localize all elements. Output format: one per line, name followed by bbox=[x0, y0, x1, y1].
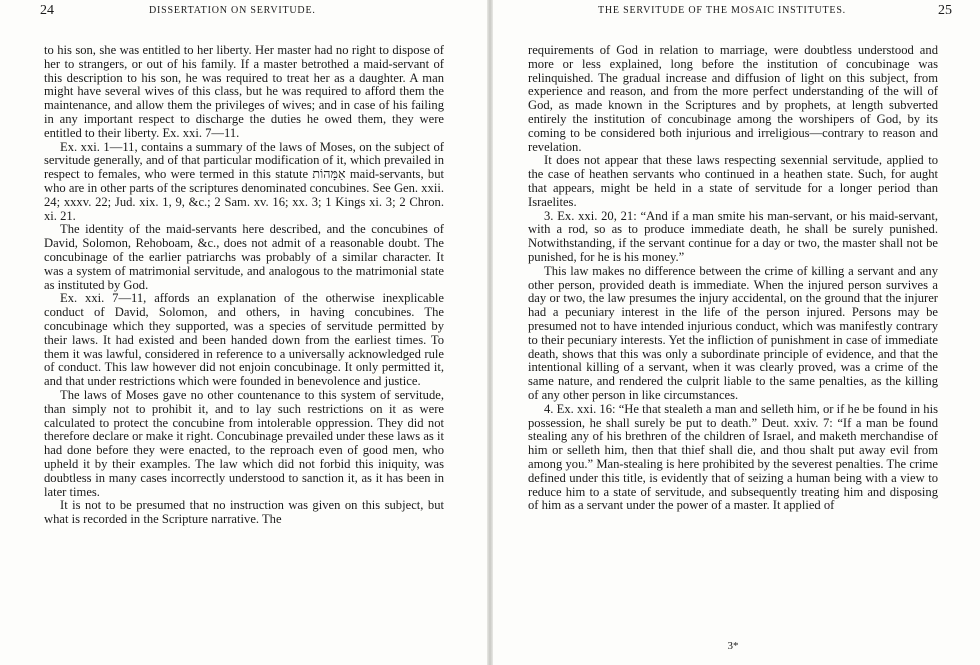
paragraph: Ex. xxi. 1—11, contains a summary of the laws of Moses, on the subject of servitude generally, and of that particular modification of it, which prevailed in respect to females, who were termed in this statute אַמָּהוֹת maid-servants, but who are in other parts of the scriptures denominated concubines. See Gen. xxii. 24; xxxv. 22; Jud. xix. 1, 9, &c.; 2 Sam. xv. 16; xx. 3; 1 Kings xi. 3; 2 Chron. xi. 21. bbox=[44, 139, 444, 223]
page-header bbox=[562, 5, 952, 25]
paragraph: requirements of God in relation to marriage, were doubtless understood and more or less explained, long before the institution of concubinage was relinquished. The gradual increase and diffusion of light on this subject, from experience and reason, and from the more perfect understanding of the will of God, as made known in the Scriptures and by prophets, at length subverted entirely the institution of concubinage among the worshipers of God, by its coming to be considered both injurious and irreligious—contrary to reason and revelation. bbox=[528, 43, 938, 154]
signature-mark: 3* bbox=[727, 640, 739, 652]
left-page bbox=[0, 0, 488, 665]
paragraph: Ex. xxi. 7—11, affords an explanation of the otherwise inexplicable conduct of David, Solomon, and others, in having concubines. The concubinage which they supported, was a species of servitude permitted by their laws. It had existed and been handed down from the earliest times. To them it was lawful, considered in reference to a universally acknowledged rule of conduct. This law however did not enjoin concubinage. It only permitted it, and that under restrictions which were founded in benevolence and justice. bbox=[44, 291, 444, 389]
paragraph: to his son, she was entitled to her liberty. Her master had no right to dispose of her to strangers, or out of his family. If a master betrothed a maid-servant of this description to his son, he was required to treat her as a daughter. A man might have several wives of this class, but he was required to afford them the maintenance, and allow them the privileges of wives; and in case of his failing in any important respect to discharge the duties he owed them, they were entitled to their liberty. Ex. xxi. 7—11. bbox=[44, 43, 444, 140]
page-body bbox=[528, 43, 938, 652]
paragraph: This law makes no difference between the crime of killing a servant and any other person, provided death is immediate. When the injured person survives a day or two, the law presumes the injury accidental, on the ground that the injurer had a pecuniary interest in the life of the person injured. Persons may be presumed not to have intended injurious conduct, which was manifestly contrary to their pecuniary interests. Yet the infliction of punishment in case of immediate death, shows that this was only a subordinate principle of evidence, and that the intentional killing of a servant, when it was clearly proved, was a crime of the same nature, and rendered the culprit liable to the same penalties, as the killing of any other person in like circumstances. bbox=[528, 263, 938, 402]
paragraph: 3. Ex. xxi. 20, 21: “And if a man smite his man-servant, or his maid-servant, with a rod, so as to produce immediate death, he shall be surely punished. Notwithstanding, if the servant continue for a day or two, the master shall not be punished, for he is his money.” bbox=[528, 208, 938, 264]
running-head: DISSERTATION ON SERVITUDE. bbox=[149, 5, 316, 16]
paragraph: It does not appear that these laws respecting sexennial servitude, applied to the case of heathen servants who continued in a heathen state. Such, for aught that appears, might be held in a state of servitude for a longer period than Israelites. bbox=[528, 153, 938, 209]
page-header bbox=[24, 5, 470, 25]
paragraph: The laws of Moses gave no other countenance to this system of servitude, than simply not to prohibit it, and to lay such restrictions on it as were calculated to protect the concubine from intolerable oppression. They did not therefore declare or make it right. Concubinage prevailed under these laws as it had done before they were enacted, to the reproach even of good men, who upheld it by their examples. The law which did not forbid this iniquity, was doubtless in many cases incorrectly understood to sanction it, as it has been in later times. bbox=[44, 387, 444, 499]
paragraph: The identity of the maid-servants here described, and the concubines of David, Solomon, Rehoboam, &c., does not admit of a reasonable doubt. The concubinage of the earlier patriarchs was probably of a similar character. It was a system of matrimonial servitude, and analogous to the matrimonial state as instituted by God. bbox=[44, 222, 444, 292]
page-number: 25 bbox=[938, 3, 952, 18]
page-number: 24 bbox=[40, 3, 54, 18]
paragraph: It is not to be presumed that no instruction was given on this subject, but what is recorded in the Scripture narrative. The bbox=[44, 498, 444, 527]
paragraph: 4. Ex. xxi. 16: “He that stealeth a man and selleth him, or if he be found in his possession, he shall surely be put to death.” Deut. xxiv. 7: “If a man be found stealing any of his brethren of the children of Israel, and maketh merchandise of him or selleth him, then that thief shall die, and thou shalt put away evil from among you.” Man-stealing is here prohibited by the severest penalties. The crime defined under this title, is evidently that of seizing a human being with a view to reduce him to a state of servitude, and subsequently treating him and disposing of him as a servant under the power of a master. It applied of bbox=[528, 401, 938, 513]
page-body bbox=[44, 44, 444, 527]
right-page bbox=[492, 0, 980, 665]
running-head: THE SERVITUDE OF THE MOSAIC INSTITUTES. bbox=[598, 5, 846, 16]
